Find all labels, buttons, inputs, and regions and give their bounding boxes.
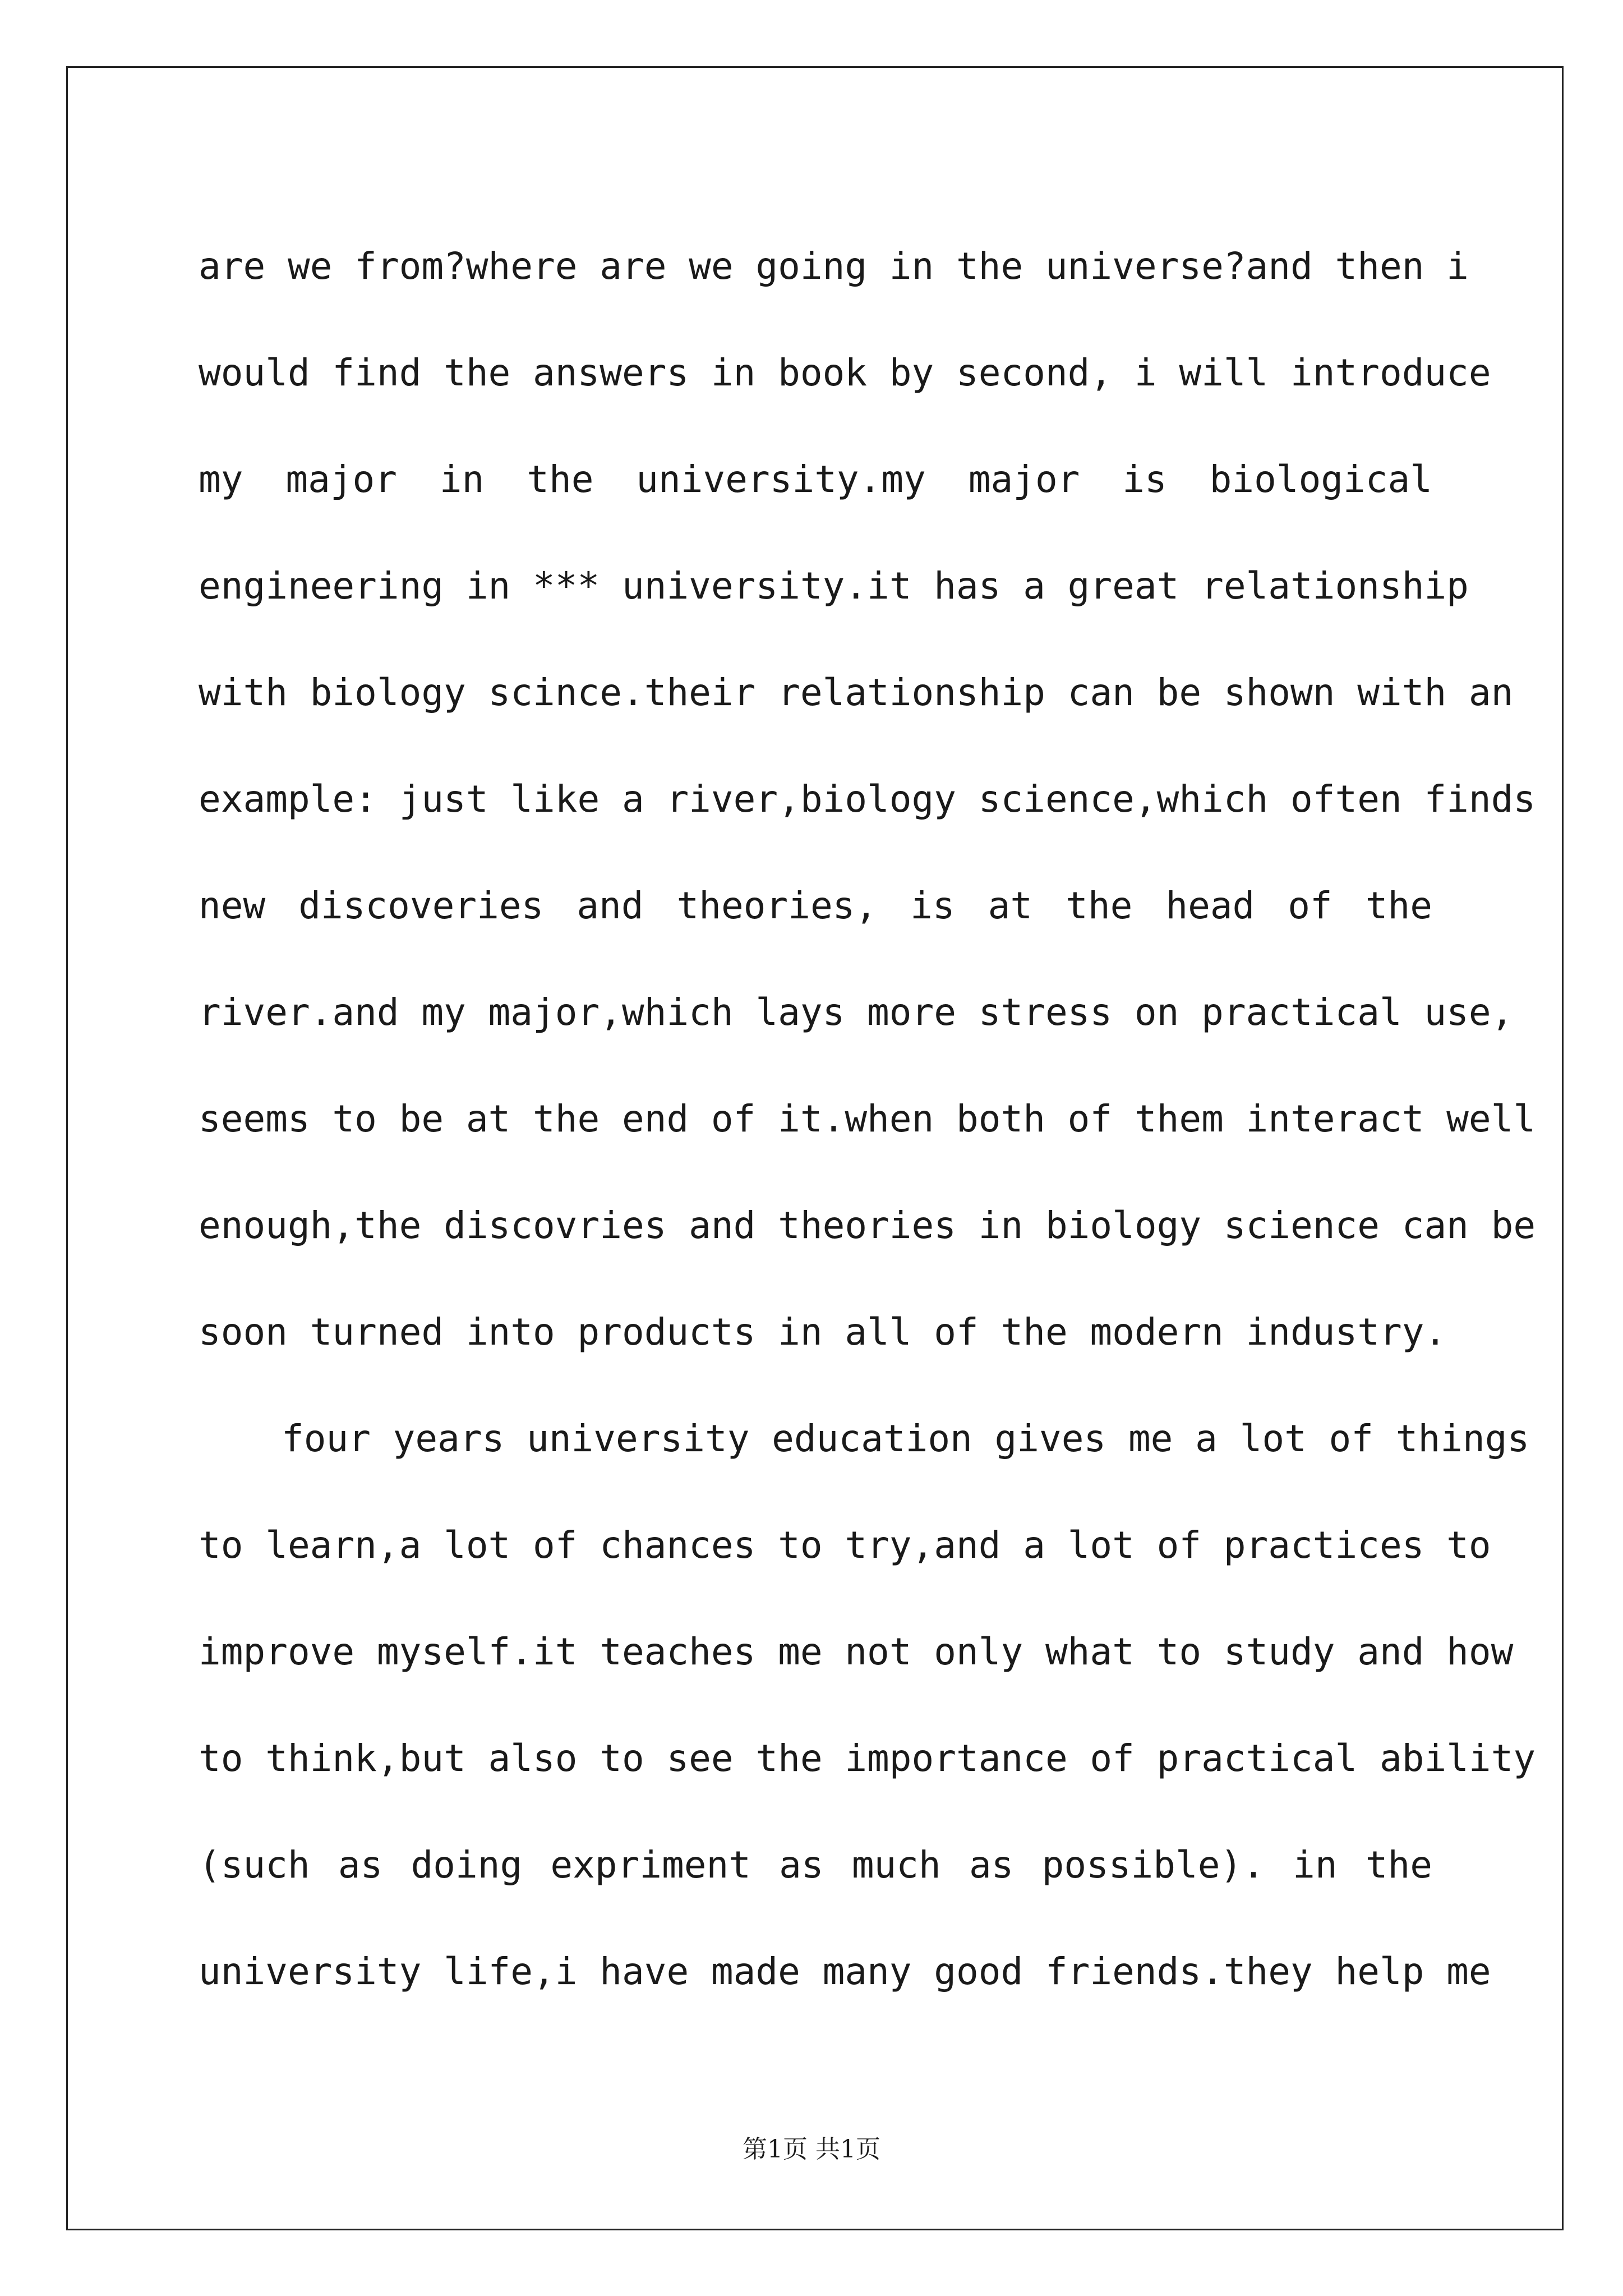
text-line: example: just like a river,biology science,which often finds (199, 777, 1536, 821)
text-line: to think,but also to see the importance of practical ability (199, 1737, 1536, 1780)
text-line: seems to be at the end of it.when both of them interact well (199, 1097, 1536, 1140)
text-line: soon turned into products in all of the modern industry. (199, 1310, 1447, 1354)
text-line: improve myself.it teaches me not only what to study and how (199, 1630, 1514, 1673)
text-line: new discoveries and theories, is at the head of the (199, 884, 1432, 927)
text-line: engineering in *** university.it has a great relationship (199, 564, 1469, 608)
text-line: river.and my major,which lays more stress on practical use, (199, 991, 1514, 1034)
text-line: my major in the university.my major is biological (199, 458, 1432, 501)
text-line: with biology scince.their relationship can be shown with an (199, 671, 1514, 714)
text-line: enough,the discovries and theories in biology science can be (199, 1204, 1536, 1247)
text-line: (such as doing expriment as much as possible). in the (199, 1843, 1432, 1887)
document-body (199, 213, 1536, 2025)
text-line: to learn,a lot of chances to try,and a lot of practices to (199, 1524, 1491, 1567)
text-line: are we from?where are we going in the universe?and then i (199, 245, 1469, 288)
text-line: university life,i have made many good friends.they help me (199, 1950, 1491, 1993)
text-line: four years university education gives me a lot of things (282, 1417, 1530, 1460)
page-footer: 第1页 共1页 (743, 2135, 880, 2164)
text-line: would find the answers in book by second, i will introduce (199, 351, 1491, 394)
